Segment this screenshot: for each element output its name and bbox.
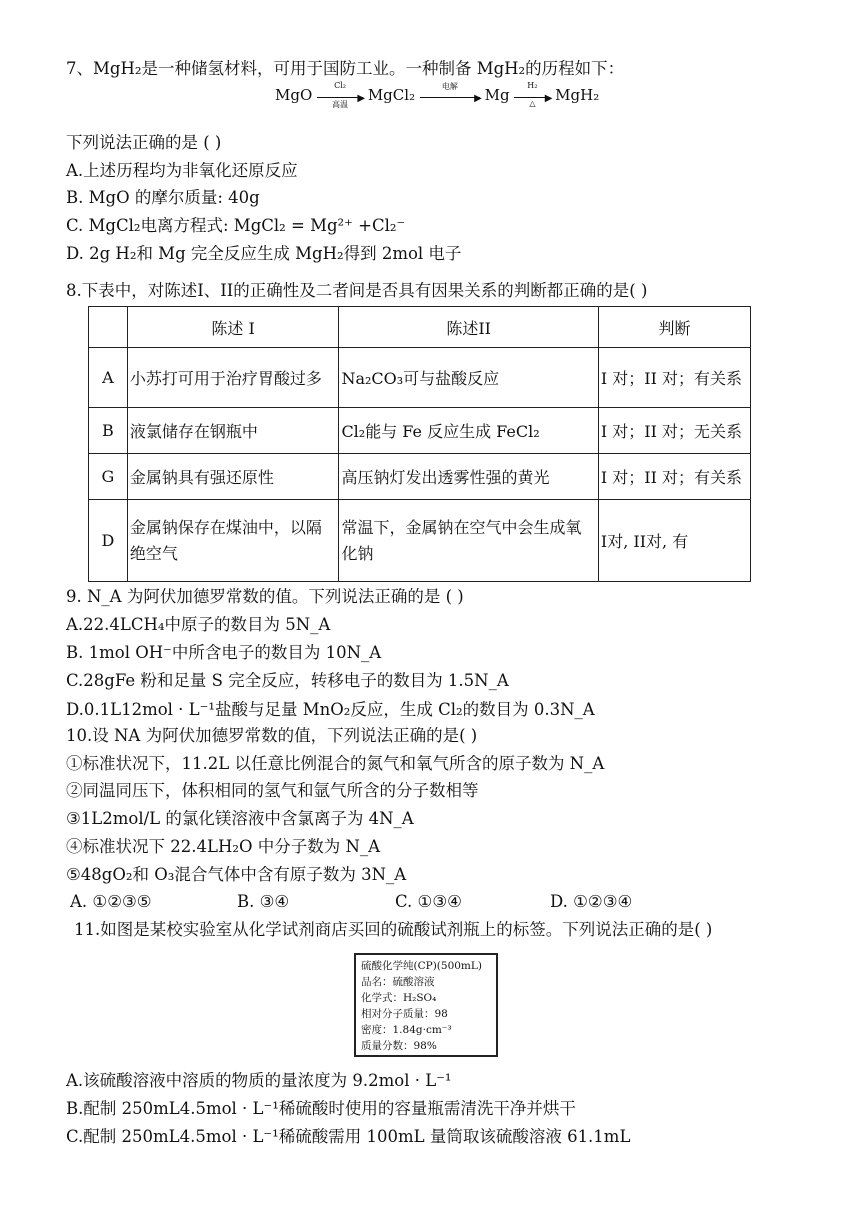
statement-2: 高压钠灯发出透雾性强的黄光 [339,454,598,500]
q11-option-c: C.配制 250mL4.5mol · L⁻¹稀硫酸需用 100mL 量筒取该硫酸溶液 61.1mL [66,1127,631,1146]
row-letter: A [89,348,128,408]
q11-option-a: A.该硫酸溶液中溶质的物质的量浓度为 9.2mol · L⁻¹ [66,1071,452,1090]
eq-species-4: MgH₂ [555,86,600,104]
label-line: 硫酸化学纯(CP)(500mL) [361,960,482,972]
statement-2: Cl₂能与 Fe 反应生成 FeCl₂ [339,408,598,454]
q9-option-a: A.22.4LCH₄中原子的数目为 5N_A [66,615,331,634]
statement-1: 金属钠保存在煤油中，以隔绝空气 [127,500,339,582]
label-line: 密度：1.84g·cm⁻³ [361,1024,452,1036]
row-letter: B [89,408,128,454]
eq-arrow-2-over: 电解 [441,82,458,91]
header-cell: 判断 [598,307,750,348]
table-row [89,454,751,500]
q10-statement-4: ④标准状况下 22.4LH₂O 中分子数为 N_A [66,837,381,856]
q11-option-b: B.配制 250mL4.5mol · L⁻¹稀硫酸时使用的容量瓶需清洗干净并烘干 [66,1099,576,1118]
q8-table-header [89,307,751,348]
eq-arrow-2: 电解 ▶ [420,87,480,105]
statement-1: 液氯储存在钢瓶中 [127,408,339,454]
q10-stem: 10.设 NA 为阿伏加德罗常数的值，下列说法正确的是( ) [66,726,478,745]
table-row [89,348,751,408]
q10-option-a: A. ①②③⑤ [70,892,152,911]
q7-option-a: A.上述历程均为非氧化还原反应 [66,161,298,180]
q10-option-b: B. ③④ [237,892,290,911]
q7-reaction-equation [275,81,600,109]
header-cell: 陈述 I [127,307,339,348]
row-letter: G [89,454,128,500]
q7-stem: 7、MgH₂是一种储氢材料，可用于国防工业。一种制备 MgH₂的历程如下： [66,59,625,78]
q7-option-b: B. MgO 的摩尔质量: 40g [66,188,260,207]
statement-2: Na₂CO₃可与盐酸反应 [339,348,598,408]
q9-option-c: C.28gFe 粉和足量 S 完全反应，转移电子的数目为 1.5N_A [66,671,509,690]
judgement: I 对；II 对；有关系 [598,348,750,408]
eq-arrow-3: H₂ ▶ △ [514,87,550,105]
table-row [89,500,751,582]
table-row [89,408,751,454]
eq-species-1: MgO [275,86,313,104]
eq-arrow-3-over: H₂ [527,81,538,90]
eq-species-2: MgCl₂ [367,86,416,104]
q10-option-c: C. ①③④ [395,892,462,911]
q10-option-d: D. ①②③④ [550,892,633,911]
header-cell [89,307,128,348]
q10-statement-1: ①标准状况下，11.2L 以任意比例混合的氮气和氧气所含的原子数为 N_A [66,754,605,773]
label-line: 品名：硫酸溶液 [361,976,435,988]
label-line: 相对分子质量：98 [361,1008,448,1020]
q10-statement-3: ③1L2mol/L 的氯化镁溶液中含氯离子为 4N_A [66,809,414,828]
q10-statement-5: ⑤48gO₂和 O₃混合气体中含有原子数为 3N_A [66,865,407,884]
label-line: 质量分数：98% [361,1040,437,1052]
q7-ask: 下列说法正确的是 ( ) [66,133,222,152]
header-cell: 陈述II [339,307,598,348]
q9-stem: 9. N_A 为阿伏加德罗常数的值。下列说法正确的是 ( ) [66,587,464,606]
eq-arrow-1-under: 高温 [332,100,349,109]
sulfuric-acid-reagent-label [354,953,498,1057]
statement-2: 常温下，金属钠在空气中会生成氧化钠 [339,500,598,582]
label-line: 化学式：H₂SO₄ [361,992,437,1004]
eq-species-3: Mg [484,86,510,104]
q8-stem: 8.下表中，对陈述I、II的正确性及二者间是否具有因果关系的判断都正确的是( ) [66,281,648,300]
q9-option-d: D.0.1L12mol · L⁻¹盐酸与足量 MnO₂反应，生成 Cl₂的数目为 0.3N_A [66,700,595,719]
q7-option-c: C. MgCl₂电离方程式: MgCl₂ = Mg²⁺ +Cl₂⁻ [66,216,406,235]
q10-statement-2: ②同温同压下，体积相同的氢气和氩气所含的分子数相等 [66,781,479,800]
eq-arrow-1: Cl₂ ▶ 高温 [317,87,363,105]
statement-1: 小苏打可用于治疗胃酸过多 [127,348,339,408]
judgement: I 对；II 对；有关系 [598,454,750,500]
judgement: I对, II对, 有 [598,500,750,582]
statement-1: 金属钠具有强还原性 [127,454,339,500]
row-letter: D [89,500,128,582]
eq-arrow-3-under: △ [529,99,536,108]
q7-option-d: D. 2g H₂和 Mg 完全反应生成 MgH₂得到 2mol 电子 [66,244,462,263]
q9-option-b: B. 1mol OH⁻中所含电子的数目为 10N_A [66,643,382,662]
q11-stem: 11.如图是某校实验室从化学试剂商店买回的硫酸试剂瓶上的标签。下列说法正确的是( ) [74,920,713,939]
q8-table [88,306,751,582]
eq-arrow-1-over: Cl₂ [334,81,346,90]
judgement: I 对；II 对；无关系 [598,408,750,454]
